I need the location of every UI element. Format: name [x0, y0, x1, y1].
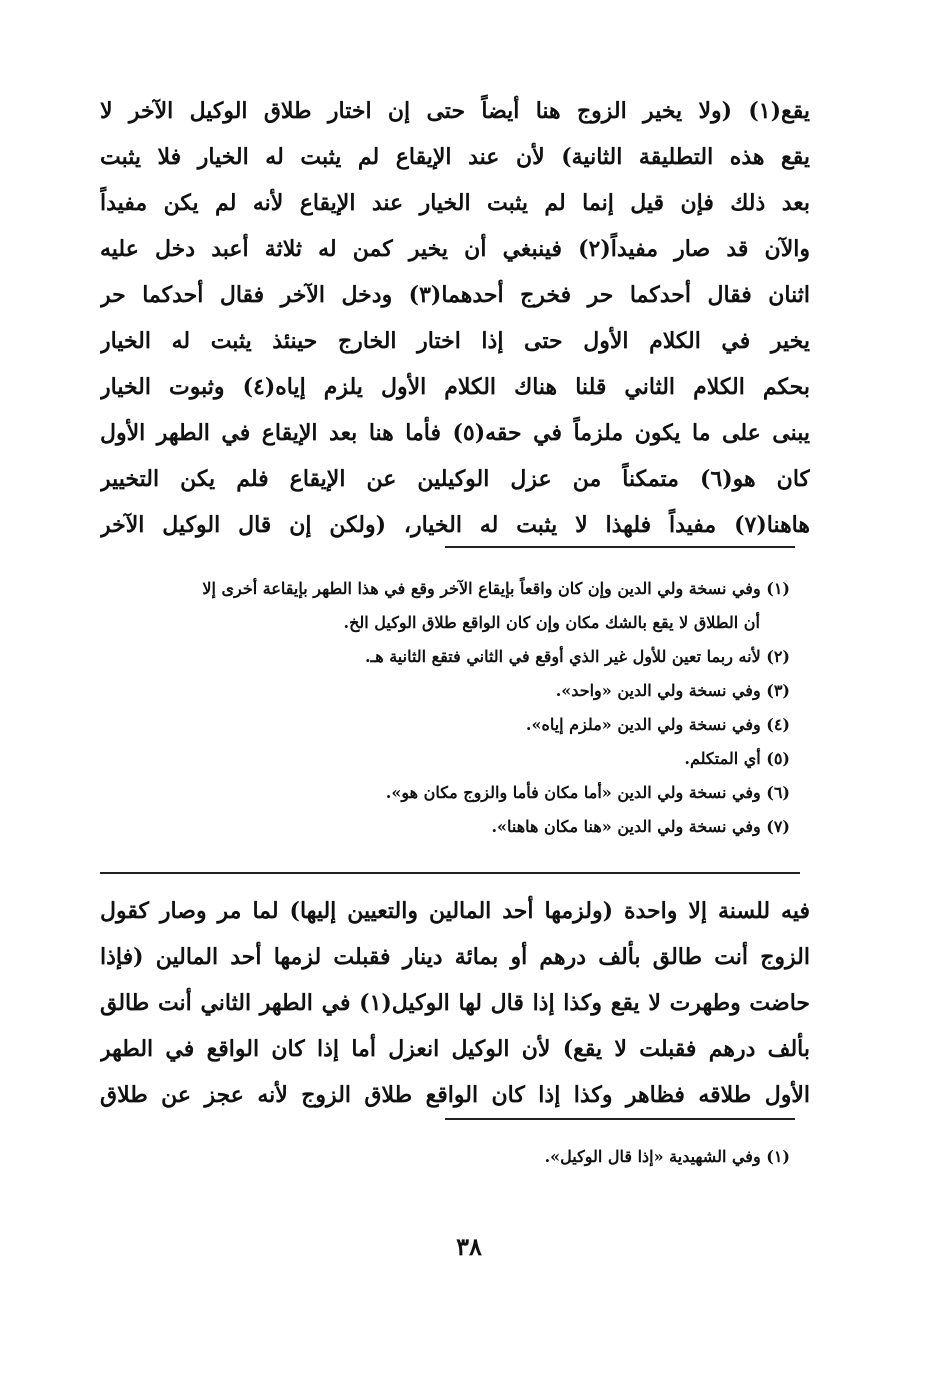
footnote-line: أن الطلاق لا يقع بالشك مكان وإن كان الواقع طلاق الوكيل الخ. — [343, 613, 760, 632]
footnote-line: (٦) وفي نسخة ولي الدين «أما مكان فأما والزوج مكان هو». — [385, 783, 790, 802]
text-line: الأول طلاقه فظاهر وكذا إذا كان الواقع طلاق الزوج لأنه عجز عن طلاق — [100, 1082, 810, 1108]
text-line: الزوج أنت طالق بألف درهم أو بمائة دينار فقبلت لزمها أحد المالين (فإذا — [100, 944, 810, 970]
footnote-line: (١) وفي الشهيدية «إذا قال الوكيل». — [544, 1147, 790, 1166]
page-number: ٣٨ — [456, 1232, 482, 1261]
footnote-line: (٢) لأنه ربما تعين للأول غير الذي أوقع في الثاني فتقع الثانية هـ. — [364, 647, 790, 666]
text-line: بعد ذلك فإن قيل إنما لم يثبت الخيار عند الإيقاع لأنه لم يكن مفيداً — [100, 190, 810, 216]
section-divider — [100, 872, 800, 874]
text-line: كان هو(٦) متمكناً من عزل الوكيلين عن الإيقاع فلم يكن التخيير — [100, 466, 810, 492]
footnote-line: (٤) وفي نسخة ولي الدين «ملزم إياه». — [525, 715, 790, 734]
text-line: حاضت وطهرت لا يقع وكذا إذا قال لها الوكيل(١) في الطهر الثاني أنت طالق — [100, 990, 810, 1016]
footnote-separator — [445, 546, 795, 548]
main-text-lower — [100, 888, 810, 1118]
text-line: يقع هذه التطليقة الثانية) لأن عند الإيقاع لم يثبت له الخيار فلا يثبت — [100, 144, 810, 170]
footnote-line: (٥) أي المتكلم. — [684, 749, 790, 768]
text-line: هاهنا(٧) مفيداً فلهذا لا يثبت له الخيار، (ولكن إن قال الوكيل الآخر — [100, 512, 810, 538]
main-text-upper — [100, 88, 810, 548]
text-line: يبنى على ما يكون ملزماً في حقه(٥) فأما هنا بعد الإيقاع في الطهر الأول — [100, 420, 810, 446]
text-line: يخير في الكلام الأول حتى إذا اختار الخارج حينئذ يثبت له الخيار — [100, 328, 810, 354]
footnote-line: (٧) وفي نسخة ولي الدين «هنا مكان هاهنا». — [491, 817, 790, 836]
footnotes-lower — [150, 1140, 790, 1174]
footnote-separator — [445, 1118, 795, 1120]
footnote-line: (٣) وفي نسخة ولي الدين «واحد». — [555, 681, 790, 700]
footnotes-upper — [150, 572, 790, 844]
text-line: والآن قد صار مفيداً(٢) فينبغي أن يخير كمن له ثلاثة أعبد دخل عليه — [100, 236, 810, 262]
footnote-line: (١) وفي نسخة ولي الدين وإن كان واقعاً بإيقاع الآخر وقع في هذا الطهر بإيقاعة أخرى إلا — [202, 579, 790, 598]
text-line: يقع(١) (ولا يخير الزوج هنا أيضاً حتى إن اختار طلاق الوكيل الآخر لا — [100, 98, 810, 124]
text-line: بألف درهم فقبلت لا يقع) لأن الوكيل انعزل أما إذا كان الواقع في الطهر — [100, 1036, 810, 1062]
text-line: فيه للسنة إلا واحدة (ولزمها أحد المالين والتعيين إليها) لما مر وصار كقول — [100, 898, 810, 924]
text-line: بحكم الكلام الثاني قلنا هناك الكلام الأول يلزم إياه(٤) وثبوت الخيار — [100, 374, 810, 400]
text-line: اثنان فقال أحدكما حر فخرج أحدهما(٣) ودخل الآخر فقال أحدكما حر — [100, 282, 810, 308]
